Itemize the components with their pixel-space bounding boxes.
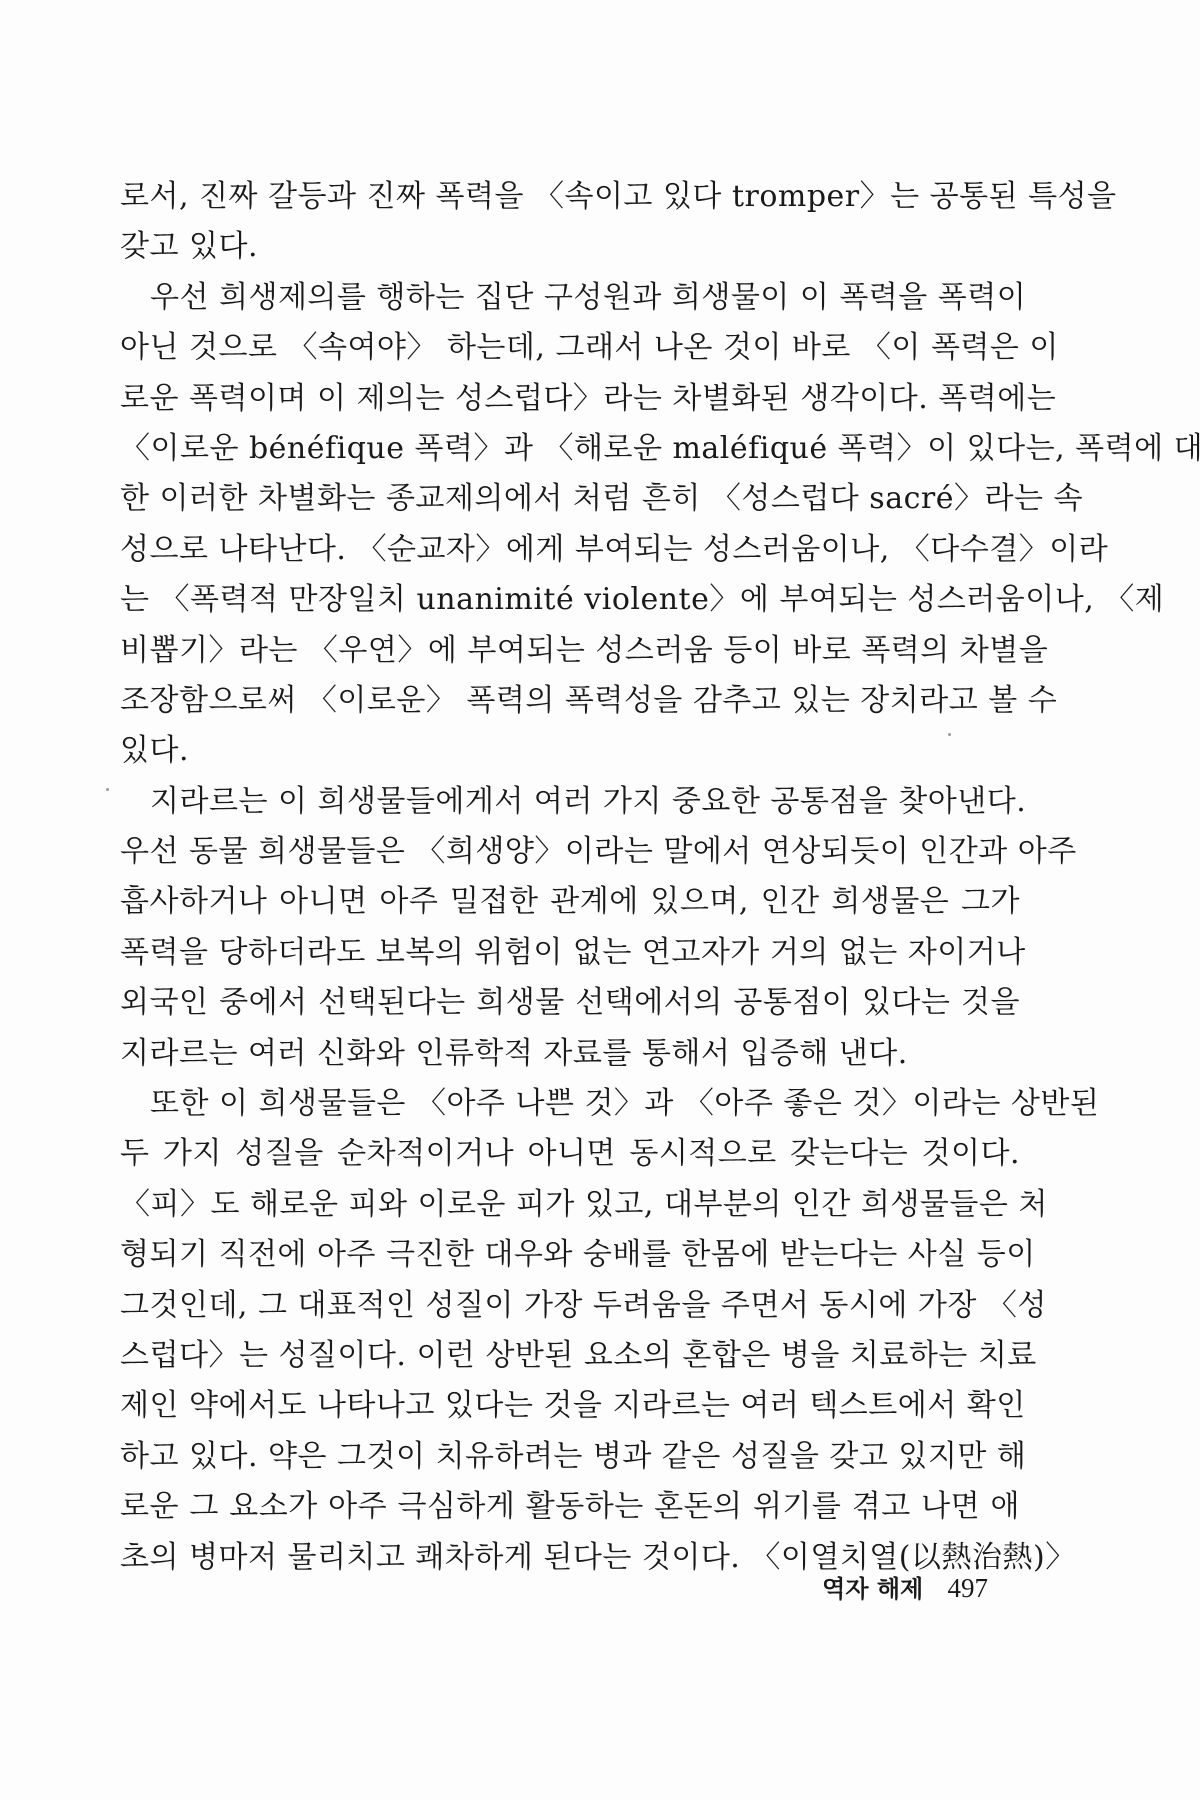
text-line: 갖고 있다. — [120, 229, 258, 265]
text-line: 형되기 직전에 아주 극진한 대우와 숭배를 한몸에 받는다는 사실 등이 — [120, 1237, 1036, 1273]
text-line: 제인 약에서도 나타나고 있다는 것을 지라르는 여러 텍스트에서 확인 — [120, 1388, 1026, 1424]
running-footer — [822, 1568, 988, 1609]
text-line: 로서, 진짜 갈등과 진짜 폭력을 〈속이고 있다 tromper〉는 공통된 특성을 — [120, 179, 1117, 214]
text-line: 는 〈폭력적 만장일치 unanimité violente〉에 부여되는 성스러움이나, 〈제 — [120, 582, 1165, 618]
text-line: 비뽑기〉라는 〈우연〉에 부여되는 성스러움 등이 바로 폭력의 차별을 — [120, 632, 1049, 668]
text-line: 우선 동물 희생물들은 〈희생양〉이라는 말에서 연상되듯이 인간과 아주 — [120, 834, 1077, 870]
text-line: 초의 병마저 물리치고 쾌차하게 된다는 것이다. 〈이열치열(以熱治熱)〉 — [120, 1539, 1076, 1575]
scan-speck — [106, 788, 109, 791]
text-line: 성으로 나타난다. 〈순교자〉에게 부여되는 성스러움이나, 〈다수결〉이라 — [120, 531, 1109, 567]
text-line: 지라르는 여러 신화와 인류학적 자료를 통해서 입증해 낸다. — [120, 1035, 908, 1071]
text-line: 하고 있다. 약은 그것이 치유하려는 병과 같은 성질을 갖고 있지만 해 — [120, 1438, 1027, 1474]
paragraph-start-line: 우선 희생제의를 행하는 집단 구성원과 희생물이 이 폭력을 폭력이 — [150, 279, 1027, 315]
text-line: 스럽다〉는 성질이다. 이런 상반된 요소의 혼합은 병을 치료하는 치료 — [120, 1337, 1037, 1373]
text-line: 그것인데, 그 대표적인 성질이 가장 두려움을 주면서 동시에 가장 〈성 — [120, 1287, 1047, 1323]
text-line: 로운 그 요소가 아주 극심하게 활동하는 혼돈의 위기를 겪고 나면 애 — [120, 1489, 1020, 1525]
page-number: 497 — [947, 1573, 988, 1603]
section-title: 역자 해제 — [822, 1575, 924, 1603]
text-line: 외국인 중에서 선택된다는 희생물 선택에서의 공통점이 있다는 것을 — [120, 985, 1020, 1021]
paragraph-start-line: 지라르는 이 희생물들에게서 여러 가지 중요한 공통점을 찾아낸다. — [150, 783, 1027, 819]
text-line: 폭력을 당하더라도 보복의 위험이 없는 연고자가 거의 없는 자이거나 — [120, 934, 1026, 970]
scan-speck — [948, 733, 951, 736]
text-line: 조장함으로써 〈이로운〉 폭력의 폭력성을 감추고 있는 장치라고 볼 수 — [120, 682, 1058, 718]
text-line: 아닌 것으로 〈속여야〉 하는데, 그래서 나온 것이 바로 〈이 폭력은 이 — [120, 330, 1059, 366]
paragraph-start-line: 또한 이 희생물들은 〈아주 나쁜 것〉과 〈아주 좋은 것〉이라는 상반된 — [150, 1086, 1100, 1122]
text-line: 한 이러한 차별화는 종교제의에서 처럼 흔히 〈성스럽다 sacré〉라는 속 — [120, 481, 1083, 517]
body-text — [120, 172, 1203, 1583]
text-line: 〈이로운 bénéfique 폭력〉과 〈해로운 maléfiqué 폭력〉이 있다는, 폭력에 대 — [120, 430, 1203, 466]
text-line: 두 가지 성질을 순차적이거나 아니면 동시적으로 갖는다는 것이다. — [120, 1136, 1020, 1172]
text-line: 〈피〉도 해로운 피와 이로운 피가 있고, 대부분의 인간 희생물들은 처 — [120, 1186, 1048, 1222]
text-line: 있다. — [120, 733, 189, 769]
text-line: 로운 폭력이며 이 제의는 성스럽다〉라는 차별화된 생각이다. 폭력에는 — [120, 380, 1057, 416]
text-line: 흡사하거나 아니면 아주 밀접한 관계에 있으며, 인간 희생물은 그가 — [120, 884, 1020, 920]
